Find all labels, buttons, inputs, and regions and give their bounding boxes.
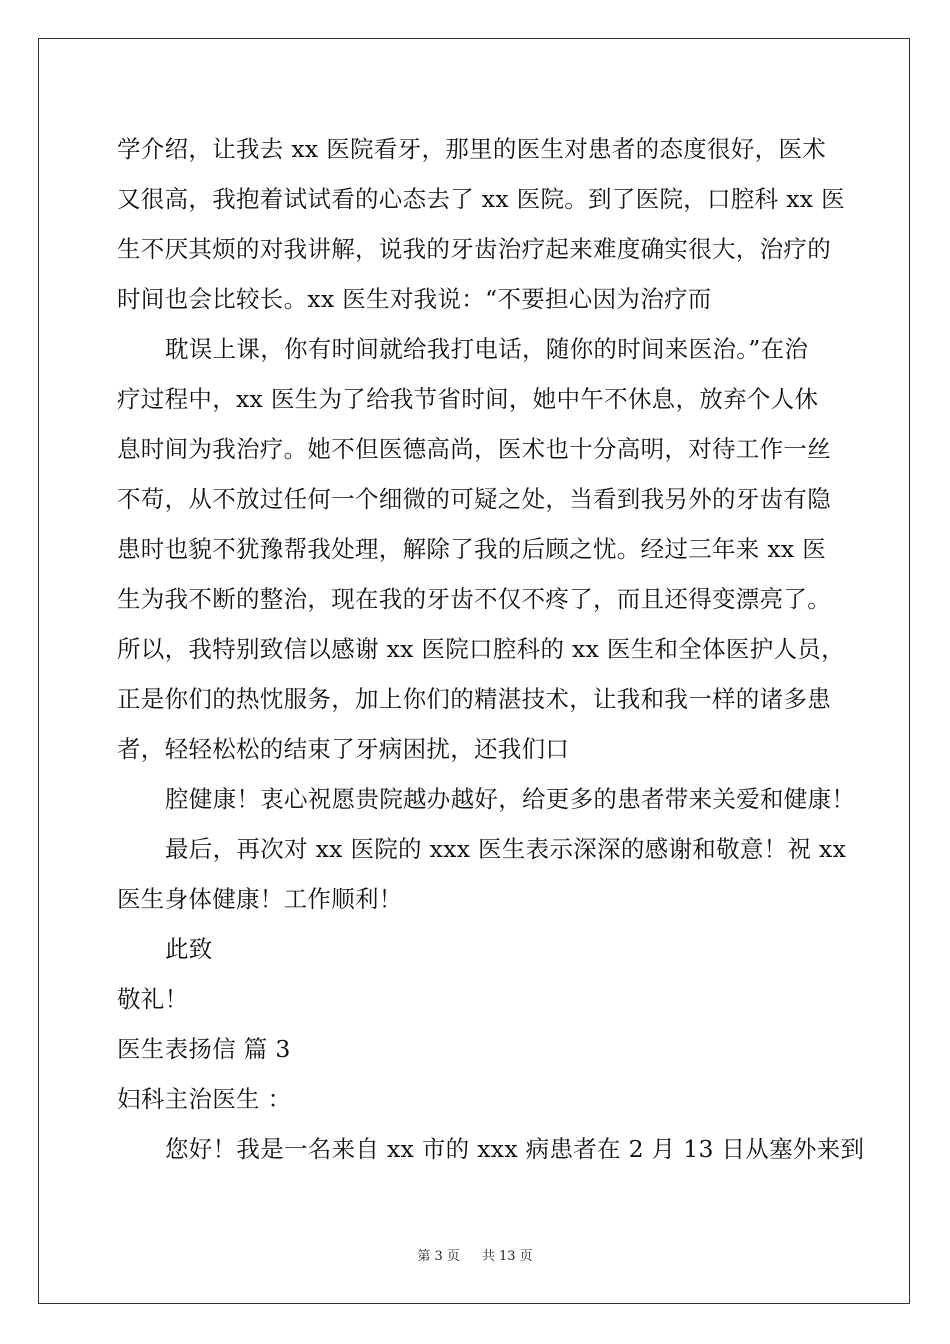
text-line: 时间也会比较长。xx 医生对我说：“不要担心因为治疗而: [117, 285, 712, 313]
closing-respect: 敬礼！: [117, 985, 189, 1013]
text-line: 疗过程中，xx 医生为了给我节省时间，她中午不休息，放弃个人休: [117, 385, 819, 413]
text-line: 生不厌其烦的对我讲解，说我的牙齿治疗起来难度确实很大，治疗的: [117, 235, 831, 263]
text-line: 耽误上课，你有时间就给我打电话，随你的时间来医治。”在治: [165, 335, 809, 363]
section-heading: 医生表扬信 篇 3: [117, 1035, 291, 1063]
text-line: 患时也貌不犹豫帮我处理，解除了我的后顾之忧。经过三年来 xx 医: [117, 535, 827, 563]
text-line: 最后，再次对 xx 医院的 xxx 医生表示深深的感谢和敬意！祝 xx: [165, 835, 847, 863]
page-number: 第 3 页: [417, 1249, 460, 1264]
text-line: 不苟，从不放过任何一个细微的可疑之处，当看到我另外的牙齿有隐: [117, 485, 831, 513]
page-footer: [0, 1249, 950, 1265]
text-line: 者，轻轻松松的结束了牙病困扰，还我们口: [117, 735, 570, 763]
text-line: 医生身体健康！工作顺利！: [117, 885, 403, 913]
closing-salutation: 此致: [165, 935, 213, 963]
text-line: 生为我不断的整治，现在我的牙齿不仅不疼了，而且还得变漂亮了。: [117, 585, 831, 613]
text-line: 息时间为我治疗。她不但医德高尚，医术也十分高明，对待工作一丝: [117, 435, 831, 463]
page-total: 共 13 页: [481, 1249, 533, 1264]
text-line: 所以，我特别致信以感谢 xx 医院口腔科的 xx 医生和全体医护人员，: [117, 635, 845, 663]
text-line: 学介绍，让我去 xx 医院看牙，那里的医生对患者的态度很好，医术: [117, 135, 827, 163]
letter-recipient: 妇科主治医生 ：: [117, 1085, 292, 1113]
page-border: [38, 38, 910, 1304]
text-line: 又很高，我抱着试试看的心态去了 xx 医院。到了医院，口腔科 xx 医: [117, 185, 845, 213]
text-line: 腔健康！衷心祝愿贵院越办越好，给更多的患者带来关爱和健康！: [165, 785, 856, 813]
text-line: 正是你们的热忱服务，加上你们的精湛技术，让我和我一样的诸多患: [117, 685, 831, 713]
text-line: 您好！我是一名来自 xx 市的 xxx 病患者在 2 月 13 日从塞外来到: [165, 1135, 865, 1163]
